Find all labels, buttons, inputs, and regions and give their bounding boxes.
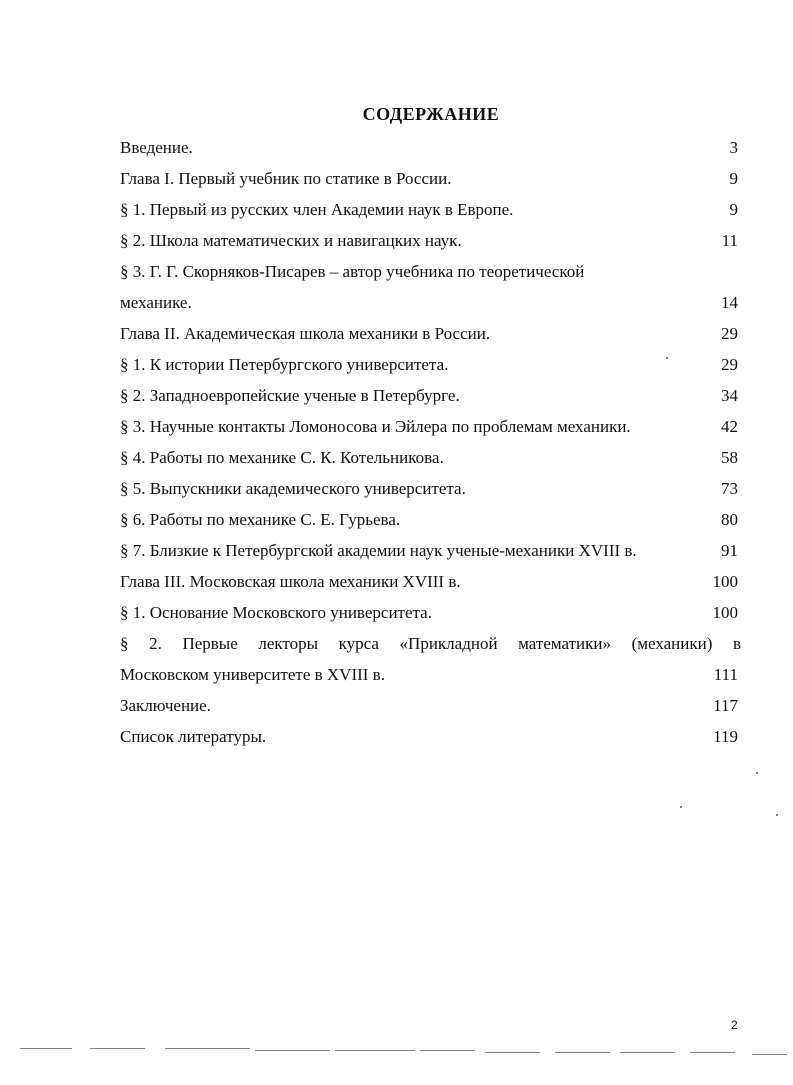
toc-entry-text: механике. (120, 293, 192, 312)
toc-entry-text: Московском университете в XVIII в. (120, 665, 385, 684)
toc-entry-text: § 4. Работы по механике С. К. Котельникова. (120, 448, 444, 467)
toc-entry-text: § 1. К истории Петербургского университета. (120, 355, 449, 374)
scan-line (690, 1052, 735, 1053)
toc-entry-page: 3 (729, 138, 738, 157)
toc-entry-text: Глава I. Первый учебник по статике в России. (120, 169, 452, 188)
scan-speck (756, 772, 758, 774)
toc-entry-text: § 3. Научные контакты Ломоносова и Эйлера по проблемам механики. (120, 417, 631, 436)
toc-entry-page: 111 (713, 665, 738, 684)
scan-speck (680, 806, 682, 808)
page-number: 2 (731, 1018, 738, 1032)
toc-entry-text: Список литературы. (120, 727, 267, 746)
toc-entry-page: 80 (721, 510, 738, 529)
toc-entry-text: § 7. Близкие к Петербургской академии наук ученые-механики XVIII в. (120, 541, 637, 560)
toc-entry-page: 119 (713, 727, 738, 746)
scan-line (485, 1052, 540, 1053)
toc-entry-text: § 1. Основание Московского университета. (120, 603, 432, 622)
scan-speck (776, 814, 778, 816)
scan-line (165, 1048, 250, 1049)
toc-entry-page: 29 (721, 355, 738, 374)
toc-entry-text: § 5. Выпускники академического университета. (120, 479, 466, 498)
toc-entry-text: § 2. Школа математических и навигацких наук. (120, 231, 462, 250)
scan-speck (666, 357, 668, 359)
scan-line (335, 1050, 415, 1051)
toc-entry-page: 58 (721, 448, 738, 467)
toc-entry-text: Заключение. (120, 696, 211, 715)
toc-entry-page: 100 (712, 572, 738, 591)
scan-line (20, 1048, 72, 1049)
scan-line (620, 1052, 675, 1053)
toc-entry-page: 100 (712, 603, 738, 622)
toc-entry-page: 34 (721, 386, 738, 405)
toc-entry-page: 42 (721, 417, 738, 436)
scan-line (420, 1050, 475, 1051)
scan-line (752, 1054, 787, 1055)
toc-entry-page: 9 (729, 169, 738, 188)
toc-entry-page: 73 (721, 479, 738, 498)
page-title: СОДЕРЖАНИЕ (362, 104, 500, 124)
toc-entry-page: 29 (721, 324, 738, 343)
toc-entry-text: § 2. Западноевропейские ученые в Петербурге. (120, 386, 460, 405)
toc-entry-page: 14 (721, 293, 738, 312)
toc-entry-page: 117 (713, 696, 738, 715)
toc-entry-text: Глава II. Академическая школа механики в России. (120, 324, 491, 343)
toc-entry-page: 11 (721, 231, 738, 250)
toc-entry-page: 91 (721, 541, 738, 560)
toc-entry-text: § 2. Первые лекторы курса «Прикладной математики» (механики) в (120, 634, 741, 653)
toc-entry-page: 9 (729, 200, 738, 219)
scan-line (255, 1050, 330, 1051)
toc-entry-text: § 3. Г. Г. Скорняков-Писарев – автор учебника по теоретической (120, 262, 585, 281)
toc-entry-text: § 1. Первый из русских член Академии наук в Европе. (120, 200, 514, 219)
toc-entry-text: Введение. (120, 138, 193, 157)
scan-line (555, 1052, 610, 1053)
scan-line (90, 1048, 145, 1049)
toc-entry-text: § 6. Работы по механике С. Е. Гурьева. (120, 510, 401, 529)
toc-entry-text: Глава III. Московская школа механики XVIII в. (120, 572, 461, 591)
